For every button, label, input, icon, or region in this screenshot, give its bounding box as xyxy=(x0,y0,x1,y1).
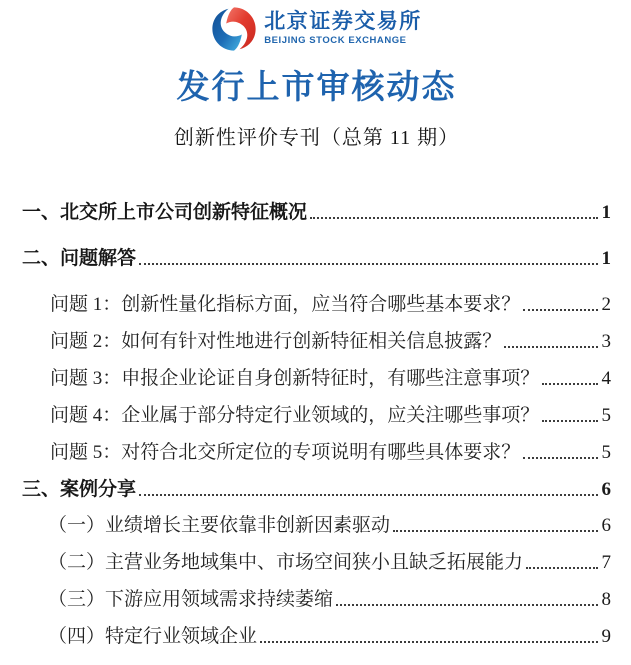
page-subtitle: 创新性评价专刊（总第 11 期） xyxy=(173,127,460,149)
toc-page-number: 6 xyxy=(601,515,611,536)
bse-logo xyxy=(22,0,611,52)
toc-entry-question-5[interactable] xyxy=(22,440,611,466)
toc-entry-label: 问题 1：创新性量化指标方面，应当符合哪些基本要求？ xyxy=(50,294,521,315)
toc-entry-case-3[interactable] xyxy=(22,587,611,613)
bse-name-en: BEIJING STOCK EXCHANGE xyxy=(264,35,407,47)
toc-entry-case-1[interactable] xyxy=(22,513,611,539)
toc-page-number: 1 xyxy=(601,202,611,223)
toc-entry-label: （四）特定行业领域企业 xyxy=(48,626,258,647)
bse-logo-text xyxy=(264,11,422,46)
page-title: 发行上市审核动态 xyxy=(176,70,457,106)
toc-entry-label: （一）业绩增长主要依靠非创新因素驱动 xyxy=(48,515,391,536)
toc-entry-label: 问题 4：企业属于部分特定行业领域的，应关注哪些事项？ xyxy=(50,405,540,426)
toc-entry-question-2[interactable] xyxy=(22,329,611,355)
toc-page-number: 8 xyxy=(601,589,611,610)
toc-entry-section-3[interactable] xyxy=(22,477,611,503)
toc-entry-label: 问题 2：如何有针对性地进行创新特征相关信息披露？ xyxy=(50,331,502,352)
toc-entry-label: （三）下游应用领域需求持续萎缩 xyxy=(48,589,334,610)
toc-entry-section-2[interactable] xyxy=(22,246,611,272)
toc-page-number: 1 xyxy=(601,248,611,269)
toc-page-number: 9 xyxy=(601,626,611,647)
bse-name-cn: 北京证券交易所 xyxy=(264,9,422,33)
table-of-contents xyxy=(22,200,611,650)
toc-page-number: 5 xyxy=(601,442,611,463)
toc-page-number: 4 xyxy=(601,368,611,389)
toc-entry-label: 问题 5：对符合北交所定位的专项说明有哪些具体要求？ xyxy=(50,442,521,463)
toc-entry-case-4[interactable] xyxy=(22,624,611,650)
toc-entry-question-1[interactable] xyxy=(22,292,611,318)
toc-entry-question-4[interactable] xyxy=(22,403,611,429)
toc-entry-label: 三、案例分享 xyxy=(22,479,137,500)
toc-entry-case-2[interactable] xyxy=(22,550,611,576)
toc-page-number: 5 xyxy=(601,405,611,426)
toc-page-number: 3 xyxy=(601,331,611,352)
toc-page-number: 7 xyxy=(601,552,611,573)
toc-entry-label: 问题 3：申报企业论证自身创新特征时，有哪些注意事项？ xyxy=(50,368,540,389)
bse-lightning-swirl-icon xyxy=(211,6,257,52)
toc-page-number: 6 xyxy=(601,479,611,500)
toc-entry-label: （二）主营业务地域集中、市场空间狭小且缺乏拓展能力 xyxy=(48,552,524,573)
toc-entry-question-3[interactable] xyxy=(22,366,611,392)
toc-entry-label: 二、问题解答 xyxy=(22,248,137,269)
toc-entry-section-1[interactable] xyxy=(22,200,611,226)
toc-page-number: 2 xyxy=(601,294,611,315)
toc-entry-label: 一、北交所上市公司创新特征概况 xyxy=(22,202,308,223)
